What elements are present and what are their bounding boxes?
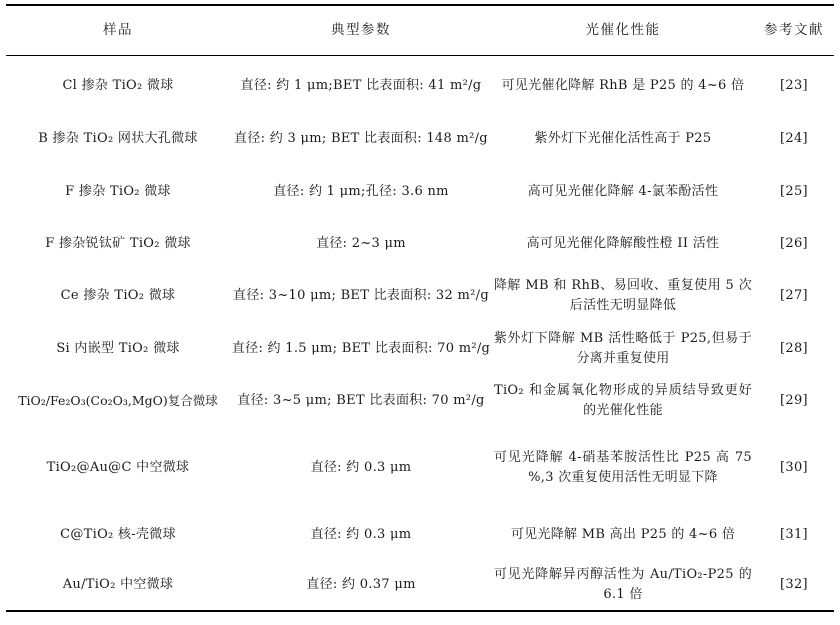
- sample-cell: C@TiO₂ 核-壳微球: [60, 526, 176, 542]
- reference-cell: [29]: [780, 392, 808, 408]
- reference-cell: [27]: [780, 287, 808, 303]
- sample-cell: F 掺杂锐钛矿 TiO₂ 微球: [45, 235, 191, 251]
- performance-cell: [492, 426, 754, 510]
- performance-cell: [492, 560, 754, 610]
- sample-cell: B 掺杂 TiO₂ 网状大孔微球: [38, 130, 198, 146]
- reference-cell: [28]: [780, 340, 808, 356]
- performance-cell: [492, 60, 754, 112]
- performance-text: 高可见光催化降解 4-氯苯酚活性: [527, 183, 719, 199]
- table-row: [6, 218, 834, 270]
- reference-cell: [24]: [780, 130, 808, 146]
- params-cell: 直径: 约 3 μm; BET 比表面积: 148 m²/g: [234, 130, 488, 146]
- params-cell: 直径: 2~3 μm: [316, 235, 406, 251]
- reference-cell: [26]: [780, 235, 808, 251]
- sample-cell: Si 内嵌型 TiO₂ 微球: [56, 340, 180, 356]
- sample-cell: Au/TiO₂ 中空微球: [62, 576, 174, 592]
- performance-cell: [492, 112, 754, 166]
- params-cell: 直径: 3~5 μm; BET 比表面积: 70 m²/g: [237, 392, 485, 408]
- params-cell: 直径: 约 0.3 μm: [310, 459, 412, 475]
- params-cell: 直径: 约 1 μm;孔径: 3.6 nm: [273, 183, 449, 199]
- table-row: [6, 112, 834, 166]
- performance-text: 紫外灯下降解 MB 活性略低于 P25,但易于分离并重复使用: [494, 330, 752, 366]
- sample-cell: Ce 掺杂 TiO₂ 微球: [60, 287, 176, 303]
- table-row: [6, 270, 834, 322]
- performance-cell: [492, 322, 754, 376]
- params-cell: 直径: 3~10 μm; BET 比表面积: 32 m²/g: [233, 287, 489, 303]
- header-reference: 参考文献: [764, 22, 824, 39]
- header-sample: 样品: [103, 22, 133, 39]
- reference-cell: [32]: [780, 576, 808, 592]
- performance-text: 紫外灯下光催化活性高于 P25: [534, 130, 712, 146]
- header-params: 典型参数: [331, 22, 391, 39]
- header-rule: [6, 55, 834, 56]
- reference-cell: [25]: [780, 183, 808, 199]
- sample-cell: TiO₂@Au@C 中空微球: [46, 459, 190, 475]
- sample-cell: TiO₂/Fe₂O₃(Co₂O₃,MgO)复合微球: [18, 393, 218, 409]
- bottom-rule: [6, 610, 834, 612]
- performance-text: 降解 MB 和 RhB、易回收、重复使用 5 次后活性无明显降低: [494, 277, 752, 313]
- params-cell: 直径: 约 1.5 μm; BET 比表面积: 70 m²/g: [231, 340, 491, 356]
- reference-cell: [23]: [780, 77, 808, 93]
- table-row: [6, 510, 834, 560]
- performance-cell: [492, 376, 754, 426]
- header-performance: 光催化性能: [585, 22, 661, 39]
- reference-cell: [30]: [780, 459, 808, 475]
- params-cell: 直径: 约 0.37 μm: [306, 576, 416, 592]
- table-row: [6, 60, 834, 112]
- performance-cell: [492, 510, 754, 560]
- performance-cell: [492, 166, 754, 218]
- table-row: [6, 166, 834, 218]
- performance-text: TiO₂ 和金属氧化物形成的异质结导致更好的光催化性能: [494, 382, 752, 418]
- params-cell: 直径: 约 0.3 μm: [310, 526, 412, 542]
- params-cell: 直径: 约 1 μm;BET 比表面积: 41 m²/g: [240, 77, 482, 93]
- sample-cell: F 掺杂 TiO₂ 微球: [65, 183, 171, 199]
- header-row: [6, 6, 834, 55]
- performance-text: 可见光催化降解 RhB 是 P25 的 4~6 倍: [501, 77, 745, 93]
- table-row: [6, 322, 834, 376]
- sample-cell: Cl 掺杂 TiO₂ 微球: [62, 77, 174, 93]
- performance-cell: [492, 270, 754, 322]
- performance-text: 高可见光催化降解酸性橙 II 活性: [526, 235, 720, 251]
- table-row: [6, 426, 834, 510]
- reference-cell: [31]: [780, 526, 808, 542]
- performance-text: 可见光降解 MB 高出 P25 的 4~6 倍: [510, 526, 736, 542]
- performance-text: 可见光降解 4-硝基苯胺活性比 P25 高 75 %,3 次重复使用活性无明显下降: [494, 449, 752, 485]
- table-row: [6, 560, 834, 610]
- table-row: [6, 376, 834, 426]
- performance-text: 可见光降解异丙醇活性为 Au/TiO₂-P25 的 6.1 倍: [494, 566, 752, 602]
- performance-cell: [492, 218, 754, 270]
